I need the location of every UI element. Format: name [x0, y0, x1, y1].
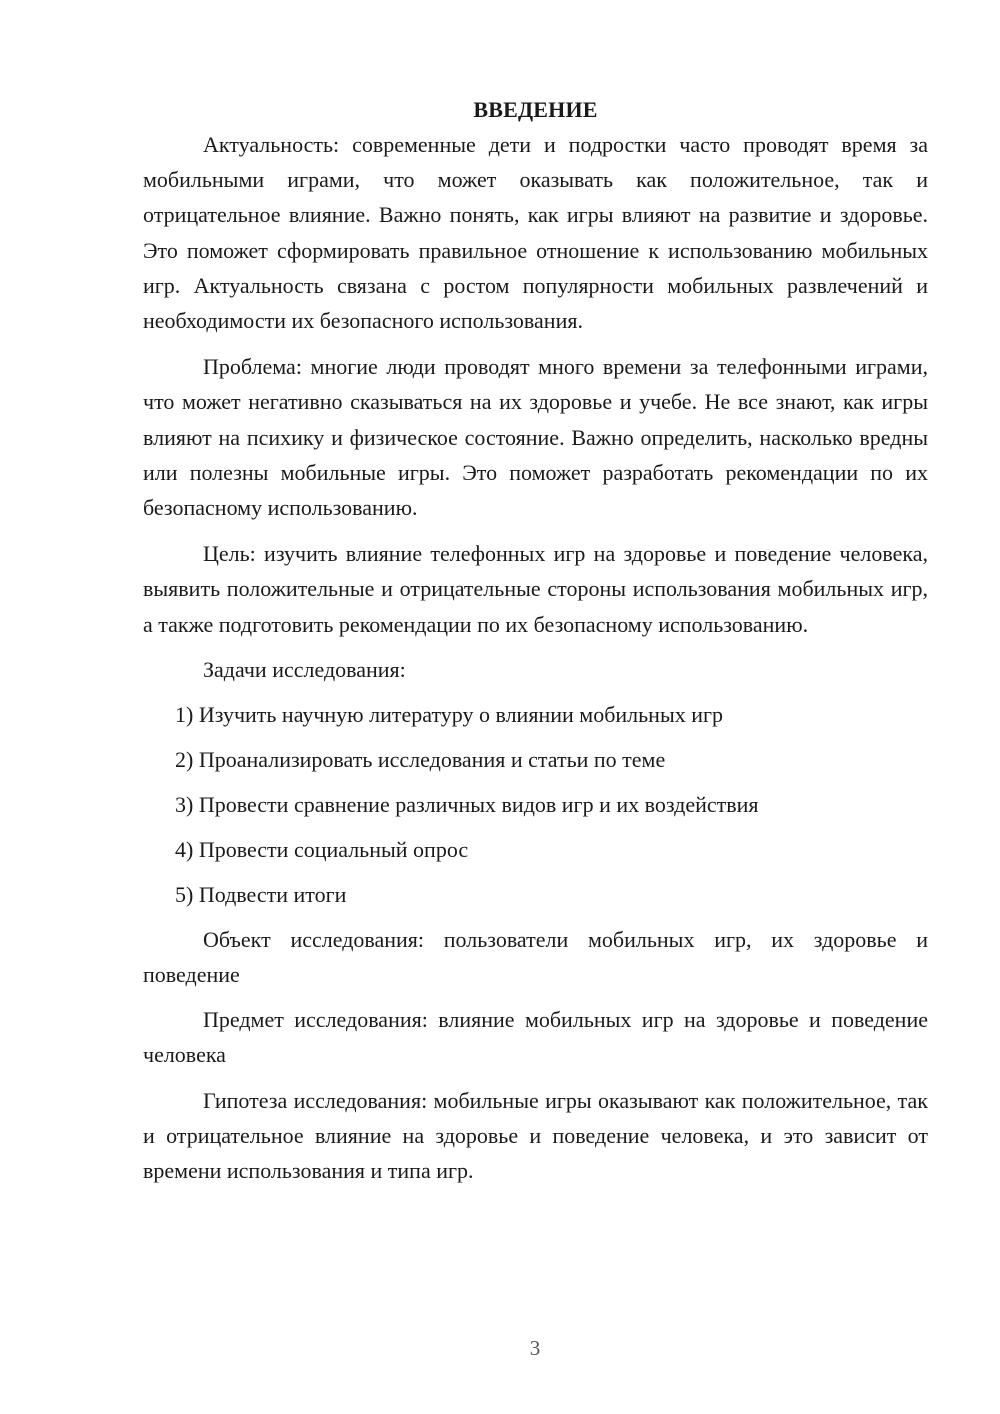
task-item: 3) Провести сравнение различных видов игр и их воздействия [175, 791, 759, 817]
goal-paragraph: Цель: изучить влияние телефонных игр на здоровье и поведение человека, выявить положительные и отрицательные стороны использования мобильных игр, а также подготовить рекомендации по их безопасному использованию. [143, 541, 928, 637]
relevance-paragraph: Актуальность: современные дети и подростки часто проводят время за мобильными играми, что может оказывать как положительное, так и отрицательное влияние. Важно понять, как игры влияют на развитие и здоровье. Это поможет сформировать правильное отношение к использованию мобильных игр. Актуальность связана с ростом популярности мобильных развлечений и необходимости их безопасного использования. [143, 132, 928, 334]
task-item: 2) Проанализировать исследования и статьи по теме [175, 746, 666, 772]
problem-paragraph: Проблема: многие люди проводят много времени за телефонными играми, что может негативно сказываться на их здоровье и учебе. Не все знают, как игры влияют на психику и физическое состояние. Важно определить, насколько вредны или полезны мобильные игры. Это поможет разработать рекомендации по их безопасному использованию. [143, 354, 928, 521]
document-page [143, 92, 928, 1188]
hypothesis-paragraph: Гипотеза исследования: мобильные игры оказывают как положительное, так и отрицательное влияние на здоровье и поведение человека, и это зависит от времени использования и типа игр. [143, 1087, 928, 1184]
task-item: 4) Провести социальный опрос [175, 836, 469, 862]
task-item: 5) Подвести итоги [175, 881, 347, 907]
page-title: ВВЕДЕНИЕ [473, 97, 598, 122]
subject-paragraph: Предмет исследования: влияние мобильных игр на здоровье и поведение человека [143, 1007, 928, 1068]
task-list [143, 697, 928, 912]
page-number: 3 [529, 1336, 541, 1360]
task-item: 1) Изучить научную литературу о влиянии мобильных игр [175, 701, 724, 727]
object-paragraph: Объект исследования: пользователи мобильных игр, их здоровье и поведение [143, 926, 928, 988]
tasks-heading: Задачи исследования: [203, 656, 406, 682]
